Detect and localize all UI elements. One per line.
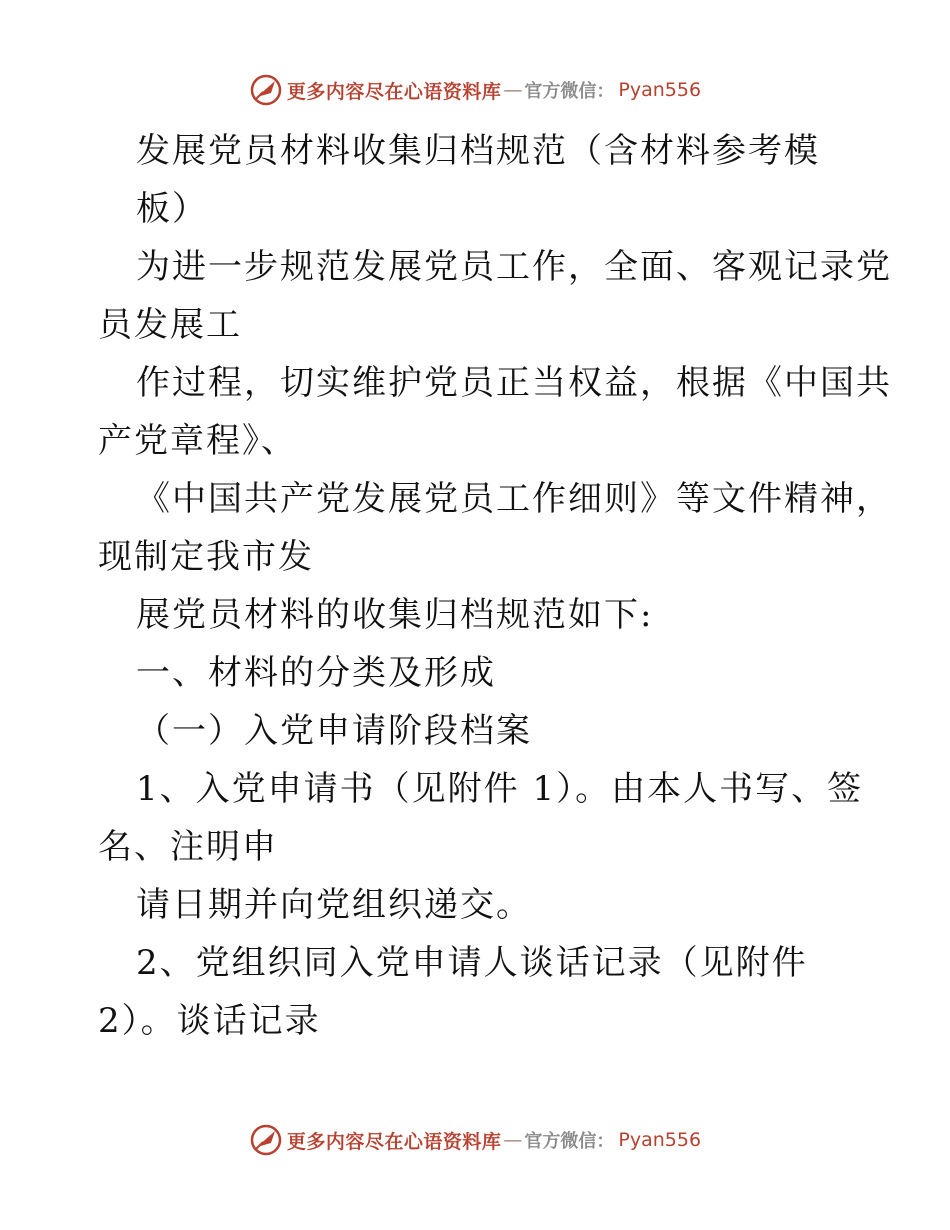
doc-line-4: 员发展工 (98, 305, 242, 345)
doc-line-7: 《中国共产党发展党员工作细则》等文件精神， (136, 479, 892, 519)
doc-line-16: 2）。谈话记录 (98, 1001, 321, 1041)
doc-line-15: 2、党组织同入党申请人谈话记录（见附件 (136, 943, 808, 983)
footer-banner (0, 1122, 950, 1158)
document-body (98, 122, 892, 1050)
banner-brand-text: 更多内容尽在心语资料库 (286, 80, 502, 103)
banner-wechat-label: 官方微信： (524, 1131, 615, 1152)
doc-line-8: 现制定我市发 (98, 537, 314, 577)
quill-logo-icon (249, 73, 283, 107)
doc-line-12: 1、入党申请书（见附件 1）。由本人书写、签 (136, 769, 864, 809)
banner-dash: — (503, 1129, 523, 1151)
banner-wechat-handle: Pyan556 (618, 1129, 702, 1151)
doc-line-1: 发展党员材料收集归档规范（含材料参考模 (136, 131, 820, 171)
banner-brand-text: 更多内容尽在心语资料库 (286, 1130, 502, 1153)
header-banner (0, 72, 950, 108)
doc-line-10: 一、材料的分类及形成 (136, 653, 496, 693)
banner-dash: — (503, 79, 523, 101)
banner-wechat-handle: Pyan556 (618, 79, 702, 101)
doc-line-9: 展党员材料的收集归档规范如下: (136, 595, 654, 635)
doc-line-5: 作过程，切实维护党员正当权益，根据《中国共 (136, 363, 892, 403)
doc-line-11: （一）入党申请阶段档案 (136, 711, 532, 751)
doc-line-14: 请日期并向党组织递交。 (136, 885, 532, 925)
doc-line-13: 名、注明申 (98, 827, 278, 867)
doc-line-3: 为进一步规范发展党员工作，全面、客观记录党 (136, 247, 892, 287)
banner-wechat-label: 官方微信： (524, 81, 615, 102)
doc-line-6: 产党章程》、 (98, 421, 297, 461)
quill-logo-icon (249, 1123, 283, 1157)
doc-line-2: 板） (136, 189, 208, 229)
